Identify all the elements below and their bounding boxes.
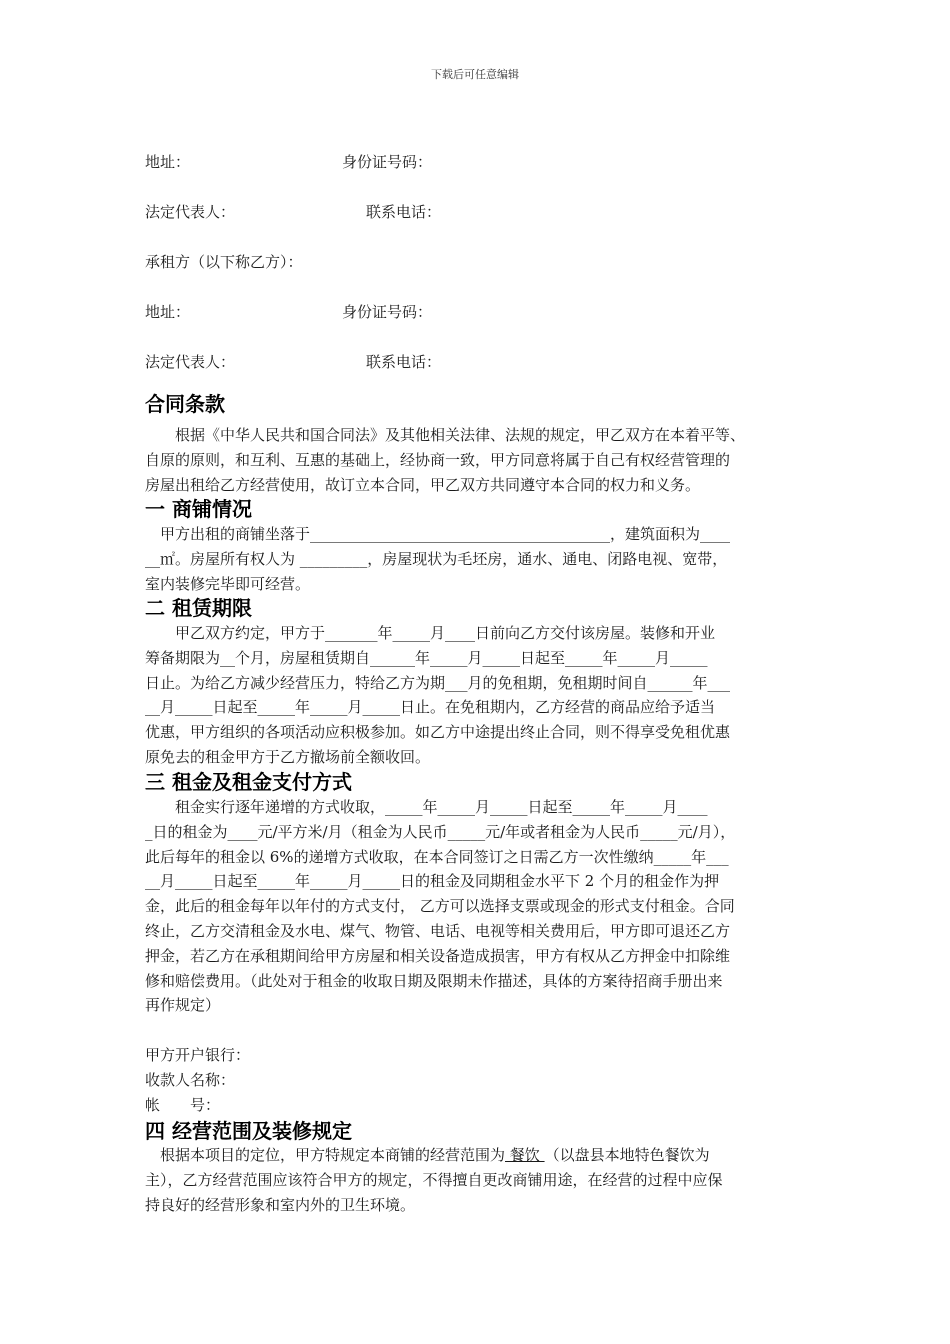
- section-2-heading: 二 租赁期限: [145, 596, 252, 620]
- terms-heading: 合同条款: [145, 392, 225, 416]
- paragraph-line: 押金，若乙方在承租期间给甲方房屋和相关设备造成损害，甲方有权从乙方押金中扣除维: [145, 946, 731, 965]
- terms-paragraph: [145, 423, 745, 497]
- account-label: 帐 号：: [145, 1096, 221, 1114]
- paragraph-line: 租金实行逐年递增的方式收取，_____年_____月_____日起至_____年_____月____: [145, 798, 708, 816]
- paragraph-line: 原免去的租金甲方于乙方撤场前全额收回。: [145, 747, 431, 766]
- paragraph-line: 室内装修完毕即可经营。: [145, 574, 311, 593]
- paragraph-line: 再作规定）: [145, 996, 221, 1015]
- paragraph-line: 主），乙方经营范围应该符合甲方的规定，不得擅自更改商铺用途，在经营的过程中应保: [145, 1170, 723, 1189]
- paragraph-line: 此后每年的租金以 6%的递增方式收取，在本合同签订之日需乙方一次性缴纳_____年___: [145, 847, 729, 866]
- paragraph-line: _日的租金为____元/平方米/月（租金为人民币_____元/年或者租金为人民币_____元/月），: [145, 822, 736, 841]
- party-b-legal-rep-label: 法定代表人：: [145, 353, 236, 371]
- paragraph-line: 根据《中华人民共和国合同法》及其他相关法律、法规的规定，甲乙双方在本着平等、: [145, 426, 746, 444]
- paragraph-line: 优惠，甲方组织的各项活动应积极参加。如乙方中途提出终止合同，则不得享受免租优惠: [145, 723, 731, 742]
- section-4-paragraph: [145, 1143, 723, 1217]
- section-4-heading: 四 经营范围及装修规定: [145, 1119, 352, 1143]
- paragraph-line: 甲方出租的商铺坐落于________________________________________，建筑面积为____: [145, 525, 731, 543]
- paragraph-line: __月_____日起至_____年_____月_____日的租金及同期租金水平下 2 个月的租金作为押: [145, 872, 720, 891]
- party-a-legal-rep-label: 法定代表人：: [145, 203, 236, 221]
- section-3-paragraph: [145, 795, 735, 1018]
- paragraph-line: 持良好的经营形象和室内外的卫生环境。: [145, 1195, 416, 1214]
- paragraph-line: 修和赔偿费用。（此处对于租金的收取日期及限期未作描述，具体的方案待招商手册出来: [145, 971, 723, 990]
- paragraph-line: 筹备期限为__个月，房屋租赁期自______年_____月_____日起至_____年_____月_____: [145, 648, 708, 667]
- paragraph-line: [145, 1143, 723, 1168]
- paragraph-line: 自原的原则，和互利、互惠的基础上，经协商一致，甲方同意将属于自己有权经营管理的: [145, 450, 731, 469]
- party-b-id-label: 身份证号码：: [342, 303, 433, 321]
- paragraph-line: 房屋出租给乙方经营使用，故订立本合同，甲乙双方共同遵守本合同的权力和义务。: [145, 475, 701, 494]
- section-1-heading: 一 商铺情况: [145, 497, 252, 521]
- business-scope-value: 餐饮: [505, 1146, 545, 1164]
- scope-intro-text: 根据本项目的定位，甲方特规定本商铺的经营范围为: [145, 1146, 506, 1164]
- paragraph-line: 日止。为给乙方减少经营压力，特给乙方为期___月的免租期，免租期时间自______年___: [145, 673, 731, 692]
- party-b-address-label: 地址：: [145, 303, 191, 321]
- scope-note-text: （以盘县本地特色餐饮为: [544, 1146, 710, 1164]
- section-1-paragraph: [145, 522, 730, 596]
- party-a-phone-label: 联系电话：: [366, 203, 442, 221]
- payee-label: 收款人名称：: [145, 1071, 236, 1089]
- paragraph-line: 甲乙双方约定，甲方于_______年_____月____日前向乙方交付该房屋。装修和开业: [145, 624, 716, 642]
- party-a-address-label: 地址：: [145, 153, 191, 171]
- bank-label: 甲方开户银行：: [145, 1046, 251, 1064]
- party-a-id-label: 身份证号码：: [342, 153, 433, 171]
- party-b-phone-label: 联系电话：: [366, 353, 442, 371]
- paragraph-line: __月_____日起至_____年_____月_____日止。在免租期内，乙方经营的商品应给予适当: [145, 698, 716, 717]
- paragraph-line: __㎡。房屋所有权人为 _________，房屋现状为毛坯房，通水、通电、闭路电视、宽带，: [145, 549, 728, 568]
- paragraph-line: 金，此后的租金每年以年付的方式支付， 乙方可以选择支票或现金的形式支付租金。合同: [145, 897, 735, 916]
- section-2-paragraph: [145, 621, 730, 770]
- page-header: 下载后可任意编辑: [431, 68, 519, 81]
- paragraph-line: 终止，乙方交清租金及水电、煤气、物管、电话、电视等相关费用后，甲方即可退还乙方: [145, 921, 731, 940]
- section-3-heading: 三 租金及租金支付方式: [145, 770, 352, 794]
- lessee-title: 承租方（以下称乙方）：: [145, 253, 303, 271]
